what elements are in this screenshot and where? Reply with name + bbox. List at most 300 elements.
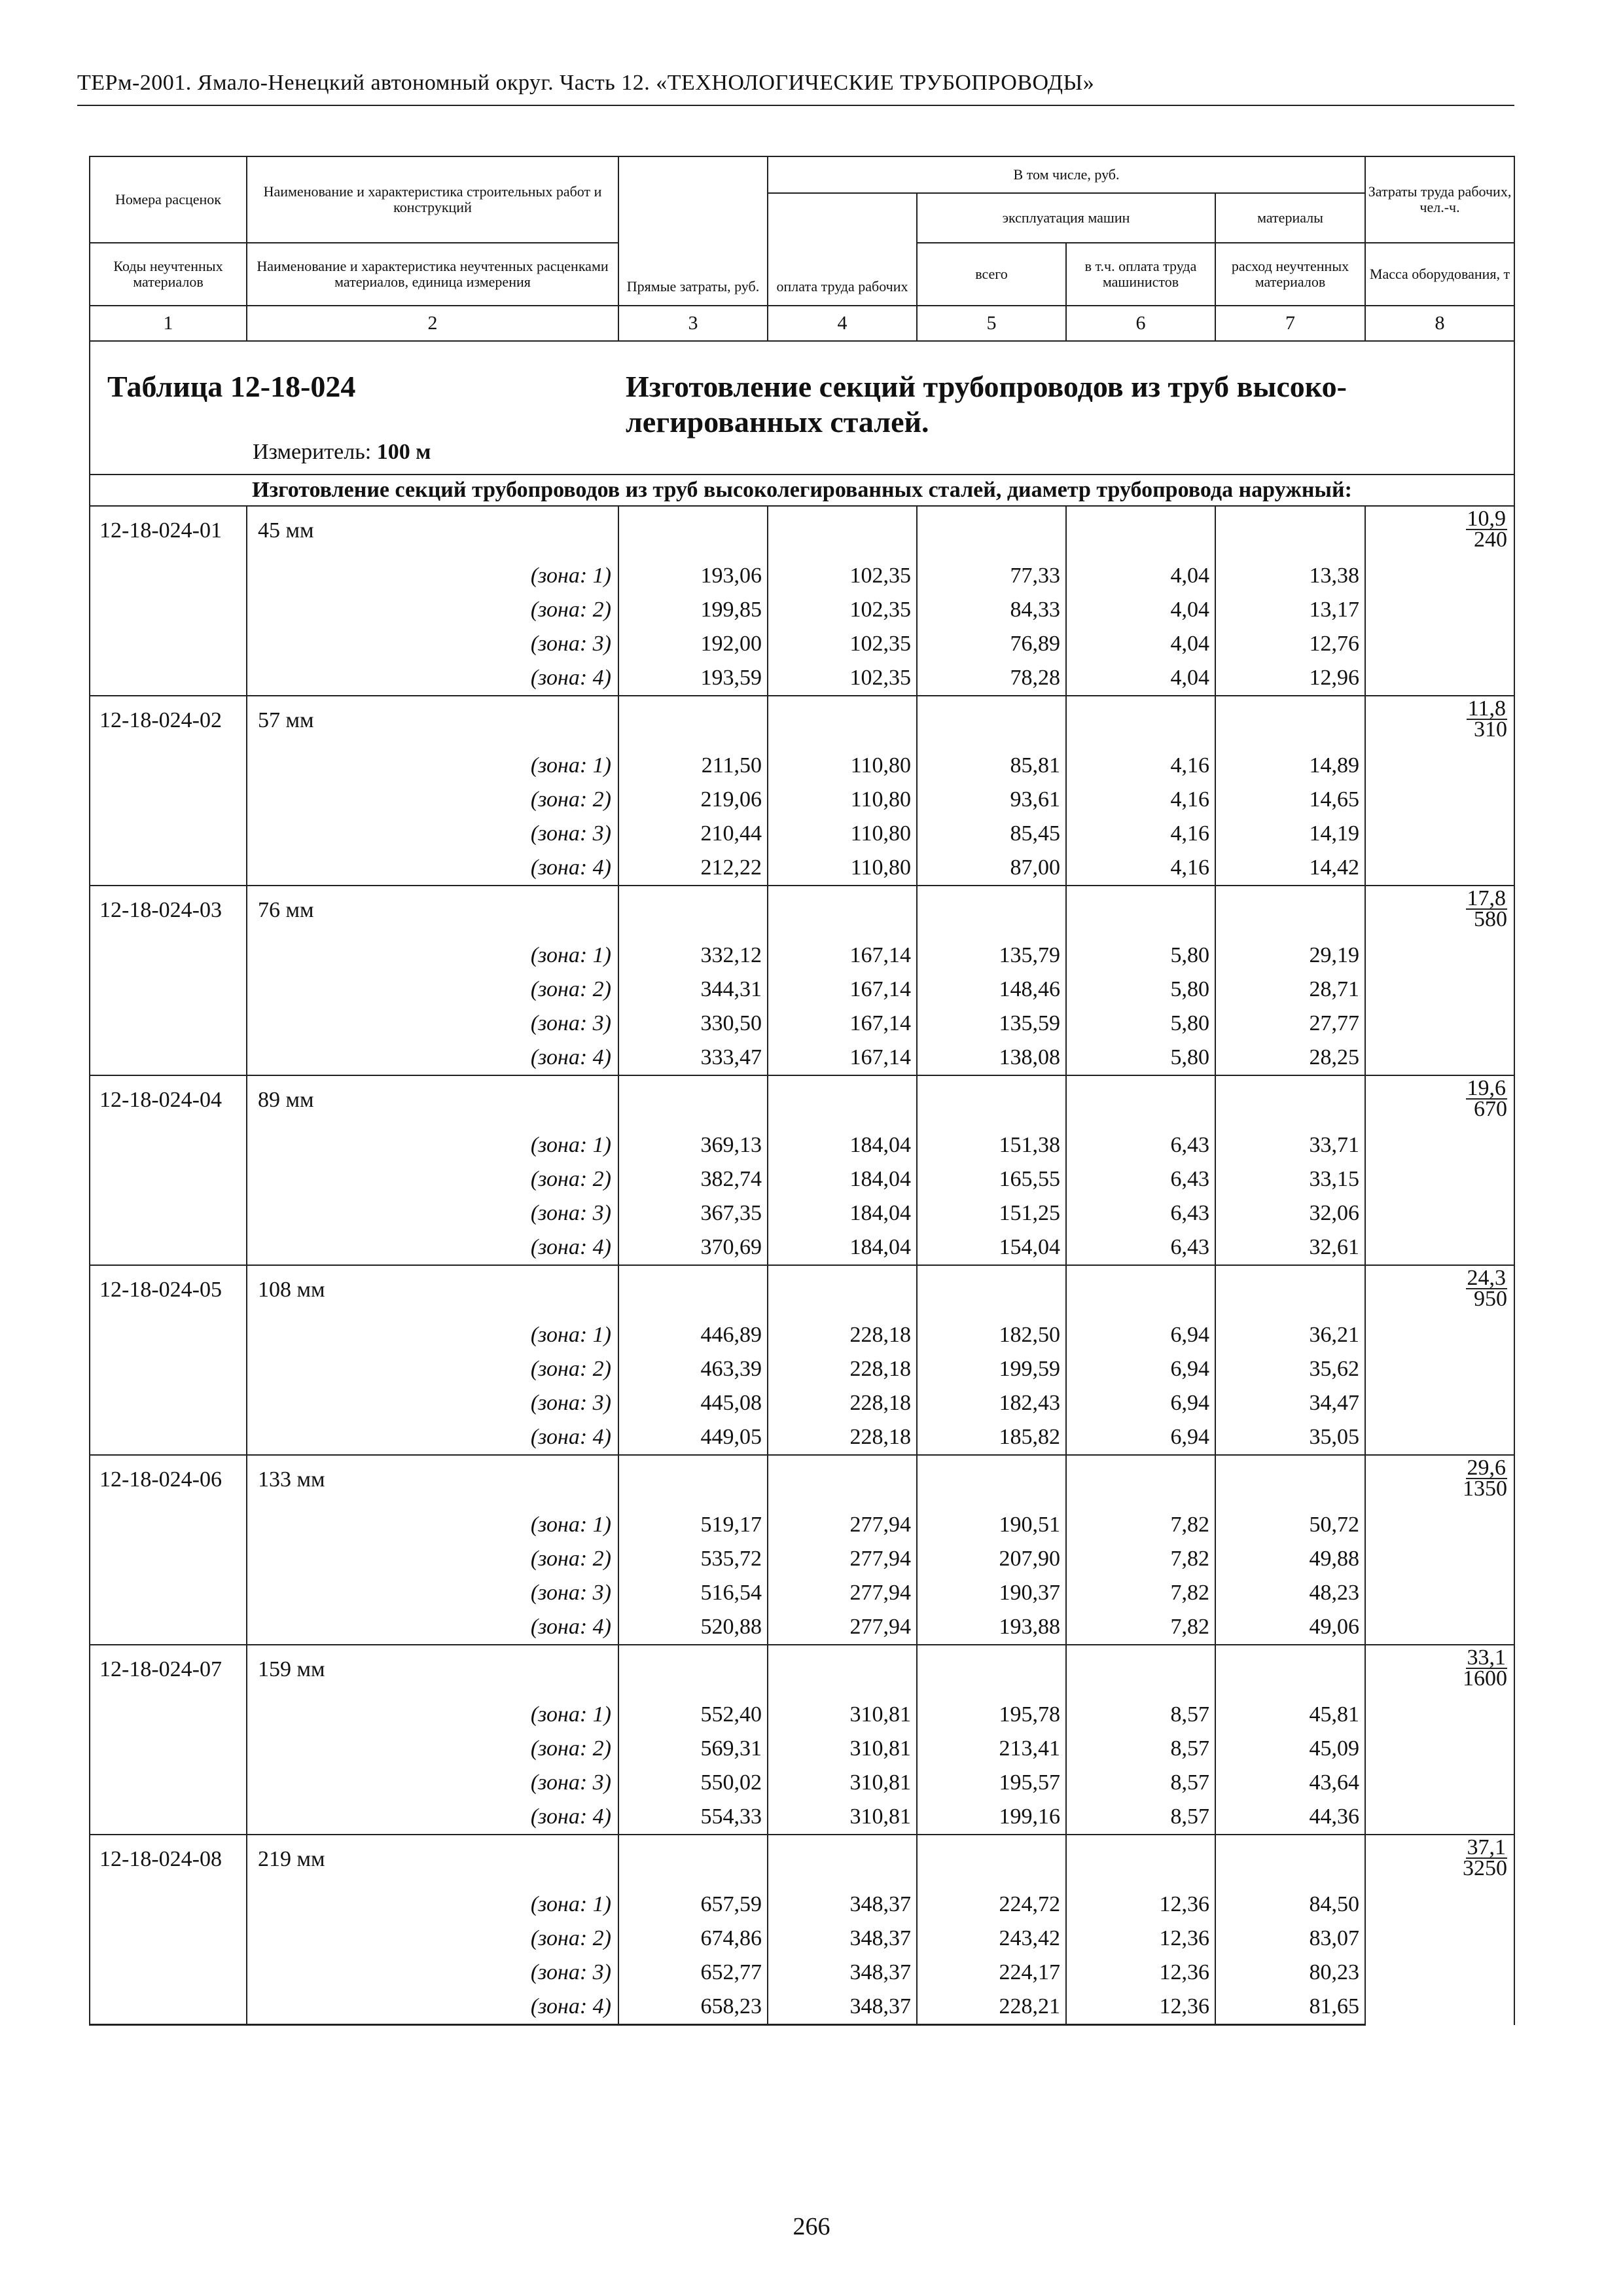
machines-total: 148,46 [917,973,1066,1007]
col-number: 5 [917,306,1066,341]
empty-cell [768,1455,917,1508]
labor-pay: 167,14 [768,973,917,1007]
empty-cell [917,1455,1066,1508]
empty-cell [90,1162,247,1196]
zone-row [90,1542,1514,1576]
table-name [626,369,1483,440]
labor-pay: 167,14 [768,1041,917,1075]
zone-row [90,851,1514,886]
empty-cell [768,696,917,749]
machinist-pay: 5,80 [1066,939,1215,973]
labor-mass-fraction [1365,696,1514,886]
machines-total: 190,51 [917,1508,1066,1542]
empty-cell [90,1888,247,1922]
col-number: 1 [90,306,247,341]
empty-cell [90,1230,247,1265]
empty-cell [768,1075,917,1128]
labor-pay: 102,35 [768,593,917,627]
labor-mass-fraction [1365,1835,1514,2025]
head-col8-top: Затраты труда рабочих, чел.-ч. [1365,156,1514,243]
materials: 84,50 [1215,1888,1365,1922]
item-row [90,886,1514,939]
item-row [90,1075,1514,1128]
zone-row [90,1698,1514,1732]
machines-total: 85,81 [917,749,1066,783]
empty-cell [90,749,247,783]
empty-cell [90,1766,247,1800]
zone-label: (зона: 1) [247,939,618,973]
zone-row [90,1352,1514,1386]
zone-label: (зона: 1) [247,559,618,593]
zone-label: (зона: 1) [247,1128,618,1162]
materials: 32,61 [1215,1230,1365,1265]
labor-pay: 110,80 [768,749,917,783]
zone-label: (зона: 1) [247,1888,618,1922]
labor-pay: 184,04 [768,1196,917,1230]
direct-costs: 212,22 [618,851,768,886]
materials: 45,09 [1215,1732,1365,1766]
zone-label: (зона: 4) [247,1800,618,1835]
table-name-line1: Изготовление секций трубопроводов из труб высоко- [626,370,1347,403]
labor-pay: 102,35 [768,627,917,661]
machines-total: 224,17 [917,1956,1066,1990]
labor-pay: 102,35 [768,661,917,696]
zone-row [90,593,1514,627]
materials: 49,06 [1215,1610,1365,1645]
zone-label: (зона: 4) [247,1230,618,1265]
head-col1-bottom: Коды неучтенных материалов [90,243,247,306]
labor-hours: 33,1 [1467,1645,1507,1670]
equipment-mass: 3250 [1463,1856,1508,1880]
empty-cell [90,1128,247,1162]
machinist-pay: 4,16 [1066,783,1215,817]
item-diameter: 159 мм [247,1645,618,1698]
direct-costs: 550,02 [618,1766,768,1800]
measure-label: Измеритель: [253,440,372,464]
machines-total: 84,33 [917,593,1066,627]
item-row [90,696,1514,749]
equipment-mass: 310 [1474,717,1508,742]
direct-costs: 446,89 [618,1318,768,1352]
labor-hours: 37,1 [1467,1835,1507,1859]
zone-row [90,661,1514,696]
empty-cell [1066,696,1215,749]
measure [253,440,431,465]
machines-total: 85,45 [917,817,1066,851]
machines-total: 77,33 [917,559,1066,593]
machinist-pay: 6,43 [1066,1162,1215,1196]
machinist-pay: 8,57 [1066,1766,1215,1800]
machinist-pay: 8,57 [1066,1698,1215,1732]
labor-hours: 24,3 [1467,1266,1507,1290]
empty-cell [90,559,247,593]
materials: 49,88 [1215,1542,1365,1576]
machines-total: 87,00 [917,851,1066,886]
machinist-pay: 7,82 [1066,1542,1215,1576]
item-diameter: 133 мм [247,1455,618,1508]
zone-label: (зона: 2) [247,783,618,817]
materials: 29,19 [1215,939,1365,973]
zone-label: (зона: 3) [247,817,618,851]
equipment-mass: 580 [1474,907,1508,931]
direct-costs: 211,50 [618,749,768,783]
head-col2-bottom: Наименование и характеристика неучтенных расценками материалов, единица измерения [247,243,618,306]
item-code: 12-18-024-07 [90,1645,247,1698]
machines-total: 182,50 [917,1318,1066,1352]
machinist-pay: 6,94 [1066,1318,1215,1352]
zone-row [90,749,1514,783]
materials: 33,15 [1215,1162,1365,1196]
direct-costs: 463,39 [618,1352,768,1386]
table-number: Таблица 12-18-024 [107,370,356,403]
empty-cell [618,506,768,559]
labor-mass-fraction [1365,1645,1514,1835]
direct-costs: 382,74 [618,1162,768,1196]
machines-total: 224,72 [917,1888,1066,1922]
materials: 14,42 [1215,851,1365,886]
empty-cell [618,1265,768,1318]
col-number: 2 [247,306,618,341]
machinist-pay: 6,94 [1066,1352,1215,1386]
empty-cell [1215,886,1365,939]
col-number: 7 [1215,306,1365,341]
direct-costs: 674,86 [618,1922,768,1956]
materials: 35,05 [1215,1420,1365,1455]
item-diameter: 219 мм [247,1835,618,1888]
empty-cell [90,1576,247,1610]
machinist-pay: 6,43 [1066,1230,1215,1265]
empty-cell [90,1922,247,1956]
machinist-pay: 4,04 [1066,559,1215,593]
empty-cell [917,1265,1066,1318]
machines-total: 195,57 [917,1766,1066,1800]
machines-total: 199,59 [917,1352,1066,1386]
labor-mass-fraction [1365,506,1514,696]
machines-total: 190,37 [917,1576,1066,1610]
empty-cell [1215,696,1365,749]
labor-pay: 277,94 [768,1508,917,1542]
empty-cell [90,817,247,851]
empty-cell [768,1645,917,1698]
labor-pay: 110,80 [768,783,917,817]
zone-row [90,1990,1514,2025]
machines-total: 185,82 [917,1420,1066,1455]
header-rule [77,105,1514,106]
page-number: 266 [793,2213,830,2240]
materials: 28,25 [1215,1041,1365,1075]
labor-pay: 102,35 [768,559,917,593]
machines-total: 213,41 [917,1732,1066,1766]
table-name-line2: легированных сталей. [626,405,929,439]
zone-label: (зона: 2) [247,1922,618,1956]
machinist-pay: 12,36 [1066,1922,1215,1956]
zone-row [90,1196,1514,1230]
direct-costs: 210,44 [618,817,768,851]
col-number: 4 [768,306,917,341]
running-header: ТЕРм-2001. Ямало-Ненецкий автономный округ. Часть 12. «ТЕХНОЛОГИЧЕСКИЕ ТРУБОПРОВОДЫ» [77,71,1095,95]
empty-cell [90,1800,247,1835]
equipment-mass: 670 [1474,1097,1508,1121]
direct-costs: 657,59 [618,1888,768,1922]
labor-hours: 29,6 [1467,1456,1507,1480]
zone-row [90,1007,1514,1041]
item-diameter: 108 мм [247,1265,618,1318]
item-code: 12-18-024-03 [90,886,247,939]
zone-row [90,1386,1514,1420]
zone-row [90,1610,1514,1645]
zone-row [90,1732,1514,1766]
item-row [90,1835,1514,1888]
labor-pay: 110,80 [768,817,917,851]
head-col1-top: Номера расценок [90,156,247,243]
price-table [89,156,1515,2026]
col-number: 3 [618,306,768,341]
direct-costs: 519,17 [618,1508,768,1542]
item-row [90,1455,1514,1508]
zone-row [90,1956,1514,1990]
zone-label: (зона: 4) [247,1610,618,1645]
empty-cell [917,886,1066,939]
empty-cell [917,696,1066,749]
zone-label: (зона: 3) [247,1007,618,1041]
zone-label: (зона: 4) [247,1990,618,2025]
materials: 48,23 [1215,1576,1365,1610]
machinist-pay: 5,80 [1066,1041,1215,1075]
labor-mass-fraction [1365,1265,1514,1455]
zone-label: (зона: 2) [247,1352,618,1386]
empty-cell [917,1075,1066,1128]
machinist-pay: 4,16 [1066,851,1215,886]
machinist-pay: 6,94 [1066,1386,1215,1420]
materials: 27,77 [1215,1007,1365,1041]
col-number: 6 [1066,306,1215,341]
machinist-pay: 8,57 [1066,1800,1215,1835]
labor-pay: 167,14 [768,1007,917,1041]
empty-cell [618,696,768,749]
zone-row [90,783,1514,817]
measure-value: 100 м [376,440,431,464]
zone-row [90,1041,1514,1075]
direct-costs: 370,69 [618,1230,768,1265]
empty-cell [1066,886,1215,939]
equipment-mass: 1600 [1463,1666,1508,1691]
item-diameter: 89 мм [247,1075,618,1128]
labor-pay: 184,04 [768,1162,917,1196]
item-code: 12-18-024-04 [90,1075,247,1128]
labor-pay: 228,18 [768,1318,917,1352]
labor-pay: 310,81 [768,1732,917,1766]
machines-total: 151,25 [917,1196,1066,1230]
zone-label: (зона: 3) [247,1196,618,1230]
materials: 14,65 [1215,783,1365,817]
head-machines: эксплуатация машин [917,193,1215,243]
materials: 36,21 [1215,1318,1365,1352]
empty-cell [90,1610,247,1645]
machinist-pay: 12,36 [1066,1956,1215,1990]
empty-cell [90,1990,247,2025]
zone-row [90,627,1514,661]
machinist-pay: 4,04 [1066,627,1215,661]
materials: 14,89 [1215,749,1365,783]
empty-cell [618,886,768,939]
empty-cell [90,973,247,1007]
direct-costs: 219,06 [618,783,768,817]
direct-costs: 552,40 [618,1698,768,1732]
empty-cell [1215,1265,1365,1318]
zone-row [90,1766,1514,1800]
labor-pay: 348,37 [768,1888,917,1922]
direct-costs: 535,72 [618,1542,768,1576]
empty-cell [90,1732,247,1766]
labor-pay: 184,04 [768,1128,917,1162]
item-diameter: 45 мм [247,506,618,559]
empty-cell [90,627,247,661]
empty-cell [1066,1075,1215,1128]
col-number: 8 [1365,306,1514,341]
direct-costs: 658,23 [618,1990,768,2025]
machinist-pay: 4,16 [1066,817,1215,851]
empty-cell [1215,506,1365,559]
materials: 44,36 [1215,1800,1365,1835]
zone-label: (зона: 4) [247,1041,618,1075]
zone-row [90,559,1514,593]
zone-row [90,1576,1514,1610]
machines-total: 207,90 [917,1542,1066,1576]
empty-cell [90,1508,247,1542]
machines-total: 193,88 [917,1610,1066,1645]
labor-pay: 348,37 [768,1956,917,1990]
head-col5: всего [917,243,1066,306]
labor-mass-fraction [1365,1075,1514,1265]
empty-cell [1066,1835,1215,1888]
labor-pay: 310,81 [768,1766,917,1800]
head-col6: в т.ч. оплата труда машинистов [1066,243,1215,306]
direct-costs: 332,12 [618,939,768,973]
materials: 14,19 [1215,817,1365,851]
labor-mass-fraction [1365,886,1514,1075]
item-diameter: 57 мм [247,696,618,749]
labor-pay: 310,81 [768,1800,917,1835]
empty-cell [90,783,247,817]
zone-label: (зона: 3) [247,1766,618,1800]
empty-cell [768,1265,917,1318]
empty-cell [768,506,917,559]
machinist-pay: 6,94 [1066,1420,1215,1455]
labor-pay: 348,37 [768,1990,917,2025]
empty-cell [1066,506,1215,559]
materials: 50,72 [1215,1508,1365,1542]
labor-pay: 277,94 [768,1610,917,1645]
item-code: 12-18-024-08 [90,1835,247,1888]
zone-label: (зона: 4) [247,1420,618,1455]
empty-cell [90,1041,247,1075]
machinist-pay: 4,04 [1066,661,1215,696]
zone-label: (зона: 1) [247,1508,618,1542]
machinist-pay: 6,43 [1066,1128,1215,1162]
zone-row [90,817,1514,851]
labor-pay: 277,94 [768,1576,917,1610]
direct-costs: 652,77 [618,1956,768,1990]
materials: 80,23 [1215,1956,1365,1990]
zone-label: (зона: 4) [247,851,618,886]
zone-label: (зона: 2) [247,593,618,627]
labor-pay: 310,81 [768,1698,917,1732]
zone-row [90,1888,1514,1922]
empty-cell [90,1318,247,1352]
empty-cell [90,1956,247,1990]
equipment-mass: 1350 [1463,1477,1508,1501]
table-title-block [90,341,1514,475]
head-col8-bottom: Масса оборудования, т [1365,243,1514,306]
direct-costs: 554,33 [618,1800,768,1835]
materials: 32,06 [1215,1196,1365,1230]
labor-pay: 348,37 [768,1922,917,1956]
zone-label: (зона: 3) [247,1956,618,1990]
materials: 12,96 [1215,661,1365,696]
machinist-pay: 7,82 [1066,1576,1215,1610]
zone-row [90,1128,1514,1162]
materials: 83,07 [1215,1922,1365,1956]
zone-row [90,1420,1514,1455]
zone-label: (зона: 2) [247,1542,618,1576]
empty-cell [1215,1455,1365,1508]
empty-cell [90,1386,247,1420]
item-code: 12-18-024-01 [90,506,247,559]
machines-total: 228,21 [917,1990,1066,2025]
empty-cell [90,1420,247,1455]
zone-row [90,1508,1514,1542]
machinist-pay: 5,80 [1066,973,1215,1007]
empty-cell [618,1645,768,1698]
labor-hours: 19,6 [1467,1076,1507,1100]
empty-cell [618,1455,768,1508]
machines-total: 93,61 [917,783,1066,817]
item-code: 12-18-024-06 [90,1455,247,1508]
machines-total: 151,38 [917,1128,1066,1162]
direct-costs: 193,06 [618,559,768,593]
materials: 35,62 [1215,1352,1365,1386]
subheading: Изготовление секций трубопроводов из труб высоколегированных сталей, диаметр трубопровода наружный: [247,475,1514,506]
materials: 28,71 [1215,973,1365,1007]
zone-label: (зона: 3) [247,1386,618,1420]
materials: 45,81 [1215,1698,1365,1732]
labor-hours: 17,8 [1467,886,1507,910]
zone-row [90,1318,1514,1352]
direct-costs: 333,47 [618,1041,768,1075]
item-diameter: 76 мм [247,886,618,939]
materials: 33,71 [1215,1128,1365,1162]
labor-mass-fraction [1365,1455,1514,1645]
item-row [90,1265,1514,1318]
item-code: 12-18-024-05 [90,1265,247,1318]
empty-cell [90,1542,247,1576]
zone-row [90,939,1514,973]
empty-cell [1215,1645,1365,1698]
direct-costs: 199,85 [618,593,768,627]
zone-label: (зона: 1) [247,1318,618,1352]
head-materials: материалы [1215,193,1365,243]
empty-cell [618,1835,768,1888]
empty-cell [1066,1645,1215,1698]
empty-cell [917,506,1066,559]
head-col2-top: Наименование и характеристика строительных работ и конструкций [247,156,618,243]
zone-label: (зона: 2) [247,1162,618,1196]
materials: 12,76 [1215,627,1365,661]
zone-label: (зона: 1) [247,749,618,783]
machinist-pay: 4,04 [1066,593,1215,627]
zone-label: (зона: 4) [247,661,618,696]
materials: 13,38 [1215,559,1365,593]
